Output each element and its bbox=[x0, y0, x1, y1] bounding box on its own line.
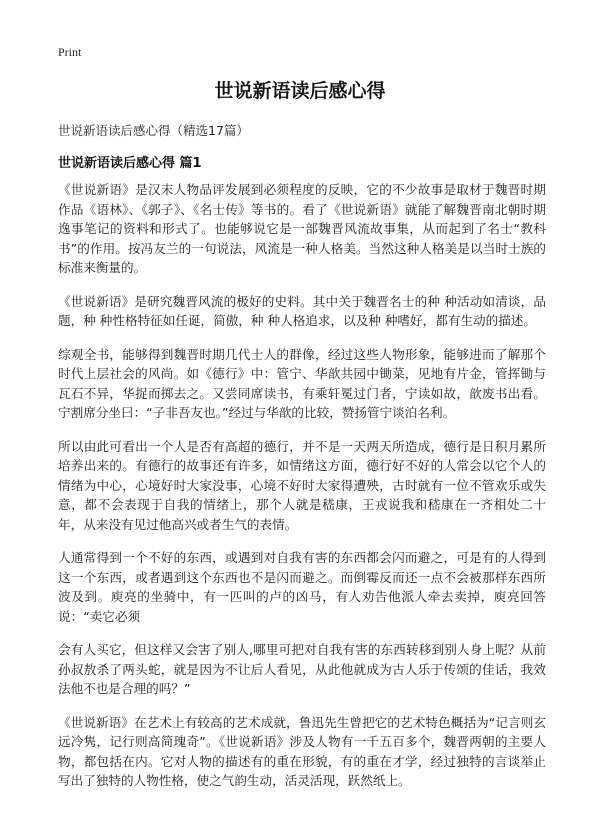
document-subtitle: 世说新语读后感心得（精选17篇） bbox=[58, 123, 249, 138]
paragraph-4: 所以由此可看出一个人是否有高超的德行，并不是一天两天所造成，德行是日积月累所培养出来的。有德行的故事还有许多，如情绪这方面，德行好不好的人常会以它个人的情绪为中心，心境好时大家没事，心境不好时大家得遭殃，古时就有一位不管欢乐或失意，都不会表现于自我的情绪上，那个人就是嵇康，王戎说我和嵇康在一齐相处二十年，从来没有见过他高兴或者生气的表情。 bbox=[58, 438, 546, 532]
article-body bbox=[58, 180, 546, 805]
paragraph-5: 人通常得到一个不好的东西，或遇到对自我有害的东西都会闪而避之，可是有的人得到这一个东西，或者遇到这个东西也不是闪而避之。而倒霉反而还一点不会被那样东西所波及到。庾亮的坐骑中，有一匹叫的卢的凶马，有人劝告他派人牵去卖掉，庾亮回答说：“卖它必须 bbox=[58, 550, 546, 624]
paragraph-6: 会有人买它，但这样又会害了别人,哪里可把对自我有害的东西转移到别人身上呢？从前孙叔敖杀了两头蛇，就是因为不让后人看见，从此他就成为古人乐于传颂的佳话，我效法他不也是合理的吗？” bbox=[58, 642, 546, 696]
paragraph-3: 综观全书，能够得到魏晋时期几代士人的群像，经过这些人物形象，能够进而了解那个时代上层社会的风尚。如《德行》中：管宁、华歆共园中锄菜，见地有片金，管挥锄与瓦石不异，华捉而掷去之。又尝同席读书，有乘轩冕过门者，宁读如故，歆废书出看。宁割席分坐曰：“子非吾友也。”经过与华歆的比较，赞扬管宁谈泊名利。 bbox=[58, 346, 546, 420]
paragraph-2: 《世说新语》是研究魏晋风流的极好的史料。其中关于魏晋名士的种 种活动如清谈，品题，种 种性格特征如任诞，简傲，种 种人格追求，以及种 种嗜好，都有生动的描述。 bbox=[58, 293, 546, 328]
paragraph-1: 《世说新语》是汉末人物品评发展到必须程度的反映，它的不少故事是取材于魏晋时期作品《语林》、《郭子》、《名士传》等书的。看了《世说新语》就能了解魏晋南北朝时期逸事笔记的资料和形式了。也能够说它是一部魏晋风流故事集，从而起到了名士“教科书”的作用。按冯友兰的一句说法，风流是一种人格美。当然这种人格美是以当时士族的标准来衡量的。 bbox=[58, 182, 546, 275]
page-title: 世说新语读后感心得 bbox=[214, 80, 386, 102]
paragraph-7: 《世说新语》在艺术上有较高的艺术成就，鲁迅先生曾把它的艺术特色概括为“记言则玄远冷隽，记行则高简瑰奇”。《世说新语》涉及人物有一千五百多个，魏晋两朝的主要人物，都包括在内。它对人物的描述有的重在形貌，有的重在才学，经过独特的言谈举止写出了独特的人物性格，使之气韵生动，活灵活现，跃然纸上。 bbox=[58, 714, 546, 788]
section-heading: 世说新语读后感心得 篇1 bbox=[58, 156, 202, 171]
print-link[interactable]: Print bbox=[58, 45, 82, 59]
